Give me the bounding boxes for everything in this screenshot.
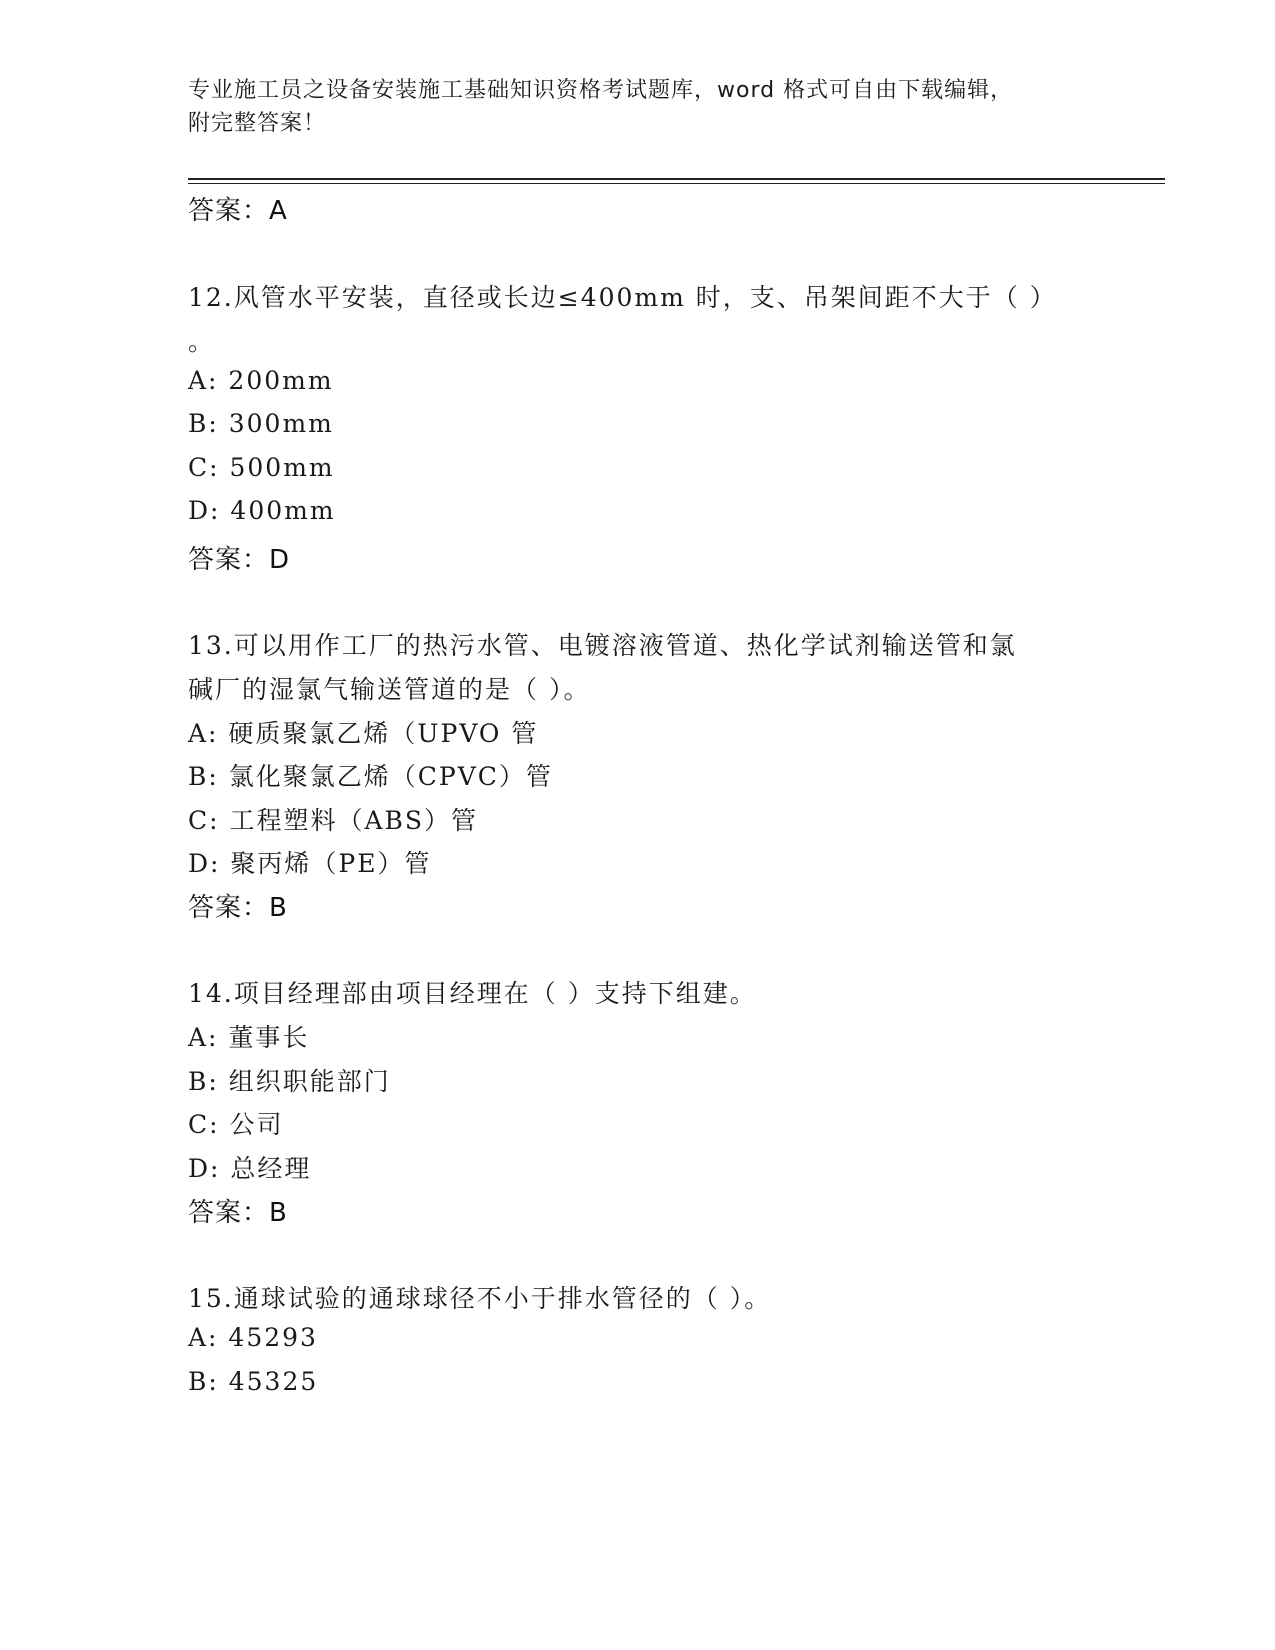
- option-a: A: 董事长: [188, 1023, 310, 1052]
- question-stem-continued: 碱厂的湿氯气输送管道的是（ ）。: [188, 675, 591, 704]
- header-divider-thick: [188, 178, 1165, 180]
- question-stem-continued: 。: [188, 327, 216, 356]
- option-d: D: 聚丙烯（PE）管: [188, 849, 432, 878]
- option-d: D: 400mm: [188, 496, 336, 525]
- option-a: A: 200mm: [188, 366, 334, 395]
- option-a: A: 45293: [188, 1323, 318, 1352]
- answer-label: 答案：A: [188, 196, 288, 226]
- option-b: B: 组织职能部门: [188, 1067, 391, 1096]
- option-c: C: 公司: [188, 1110, 284, 1139]
- option-a: A: 硬质聚氯乙烯（UPVO 管: [188, 719, 539, 748]
- question-stem: 14.项目经理部由项目经理在（ ）支持下组建。: [188, 979, 757, 1008]
- header-line-2: 附完整答案！: [188, 111, 327, 136]
- option-b: B: 45325: [188, 1367, 319, 1396]
- question-stem: 13.可以用作工厂的热污水管、电镀溶液管道、热化学试剂输送管和氯: [188, 631, 1017, 660]
- question-stem: 15.通球试验的通球球径不小于排水管径的（ ）。: [188, 1284, 772, 1313]
- header-divider-thin: [188, 183, 1165, 184]
- option-c: C: 500mm: [188, 453, 335, 482]
- question-stem: 12.风管水平安装，直径或长边≤400mm 时，支、吊架间距不大于（ ）: [188, 283, 1057, 312]
- option-b: B: 300mm: [188, 409, 334, 438]
- option-b: B: 氯化聚氯乙烯（CPVC）管: [188, 762, 553, 791]
- option-c: C: 工程塑料（ABS）管: [188, 806, 479, 835]
- answer-label: 答案：B: [188, 1198, 288, 1228]
- option-d: D: 总经理: [188, 1154, 312, 1183]
- answer-label: 答案：B: [188, 893, 288, 923]
- answer-label: 答案：D: [188, 545, 291, 575]
- document-header: [188, 74, 1088, 140]
- header-line-1: 专业施工员之设备安装施工基础知识资格考试题库，word 格式可自由下载编辑，: [188, 78, 1014, 103]
